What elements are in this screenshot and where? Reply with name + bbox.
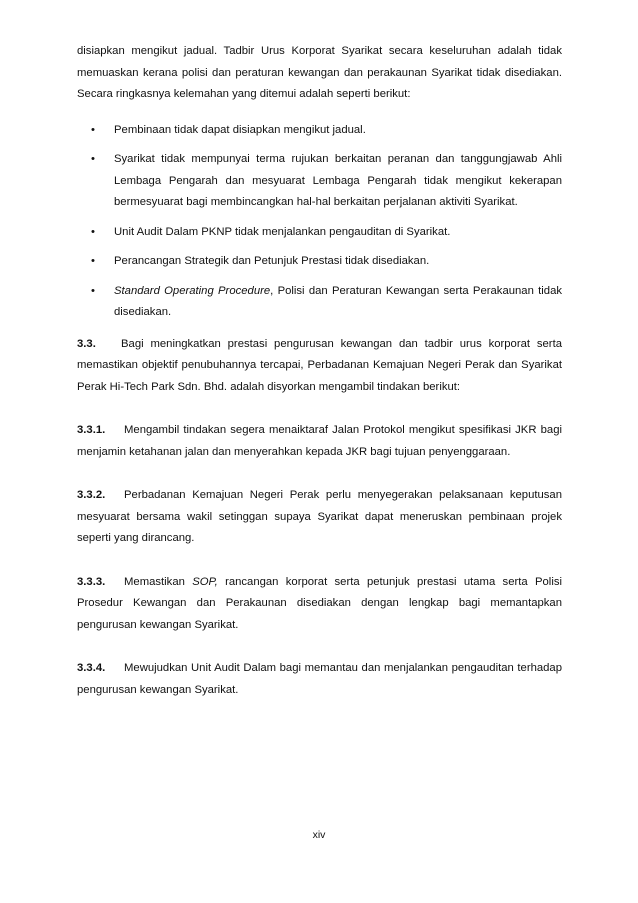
section-text: Perbadanan Kemajuan Negeri Perak perlu menyegerakan pelaksanaan keputusan mesyuarat bersama wakil setinggan supaya Syarikat dapat meneruskan pembinaan projek seperti yang dirancang. [77, 489, 562, 544]
list-item [77, 281, 562, 324]
list-item-text: Unit Audit Dalam PKNP tidak menjalankan pengauditan di Syarikat. [114, 225, 451, 238]
bullet-icon: • [91, 225, 95, 238]
list-item-text: Syarikat tidak mempunyai terma rujukan berkaitan peranan dan tanggungjawab Ahli Lembaga Pengarah dan mesyuarat Lembaga Pengarah tidak mengikut kekerapan bermesyuarat bagi membincangkan hal-hal berkaitan perjalanan aktiviti Syarikat. [114, 153, 562, 208]
section-3-3-3 [77, 572, 562, 637]
list-item [77, 222, 562, 244]
bullet-icon: • [91, 255, 95, 267]
bullet-icon: • [91, 284, 95, 297]
section-number: 3.3.1. [77, 424, 106, 436]
section-3-3-4 [77, 658, 562, 701]
list-item-text: Pembinaan tidak dapat disiapkan mengikut jadual. [114, 123, 366, 136]
list-item-italic: Standard Operating Procedure [114, 284, 271, 297]
list-item-text: , Polisi dan Peraturan Kewangan serta Perakaunan tidak disediakan. [114, 284, 562, 318]
section-3-3-1 [77, 420, 562, 463]
section-number: 3.3. [77, 337, 96, 350]
intro-paragraph: disiapkan mengikut jadual. Tadbir Urus Korporat Syarikat secara keseluruhan adalah tidak memuaskan kerana polisi dan peraturan kewangan dan perakaunan Syarikat tidak disediakan. Secara ringkasnya kelemahan yang ditemui adalah seperti berikut: [77, 45, 562, 100]
list-item [77, 251, 562, 273]
page-number: xiv [312, 829, 326, 841]
section-text: rancangan korporat serta petunjuk prestasi utama serta Polisi Prosedur Kewangan dan Perakaunan disediakan dengan lengkap bagi memantapkan pengurusan kewangan Syarikat. [77, 575, 562, 631]
section-text: Mewujudkan Unit Audit Dalam bagi memantau dan menjalankan pengauditan terhadap pengurusan kewangan Syarikat. [77, 662, 562, 696]
section-3-3-2 [77, 485, 562, 550]
section-text-italic: SOP, [192, 575, 218, 588]
section-text-pre: Memastikan [124, 575, 193, 588]
bullet-icon: • [91, 153, 95, 165]
list-item [77, 120, 562, 142]
list-item [77, 149, 562, 214]
section-number: 3.3.4. [77, 662, 106, 674]
section-text: Bagi meningkatkan prestasi pengurusan kewangan dan tadbir urus korporat serta memastikan objektif penubuhannya tercapai, Perbadanan Kemajuan Negeri Perak dan Syarikat Perak Hi-Tech Park Sdn. Bhd. adalah disyorkan mengambil tindakan berikut: [77, 337, 562, 393]
section-number: 3.3.2. [77, 489, 106, 501]
section-number: 3.3.3. [77, 575, 106, 588]
document-body [77, 41, 562, 723]
list-item-text: Perancangan Strategik dan Petunjuk Prestasi tidak disediakan. [114, 255, 430, 267]
bullet-icon: • [91, 123, 95, 136]
weakness-list [77, 120, 562, 324]
section-3-3 [77, 334, 562, 399]
section-text: Mengambil tindakan segera menaiktaraf Jalan Protokol mengikut spesifikasi JKR bagi menjamin ketahanan jalan dan menyerahkan kepada JKR bagi tujuan penyenggaraan. [77, 424, 562, 458]
